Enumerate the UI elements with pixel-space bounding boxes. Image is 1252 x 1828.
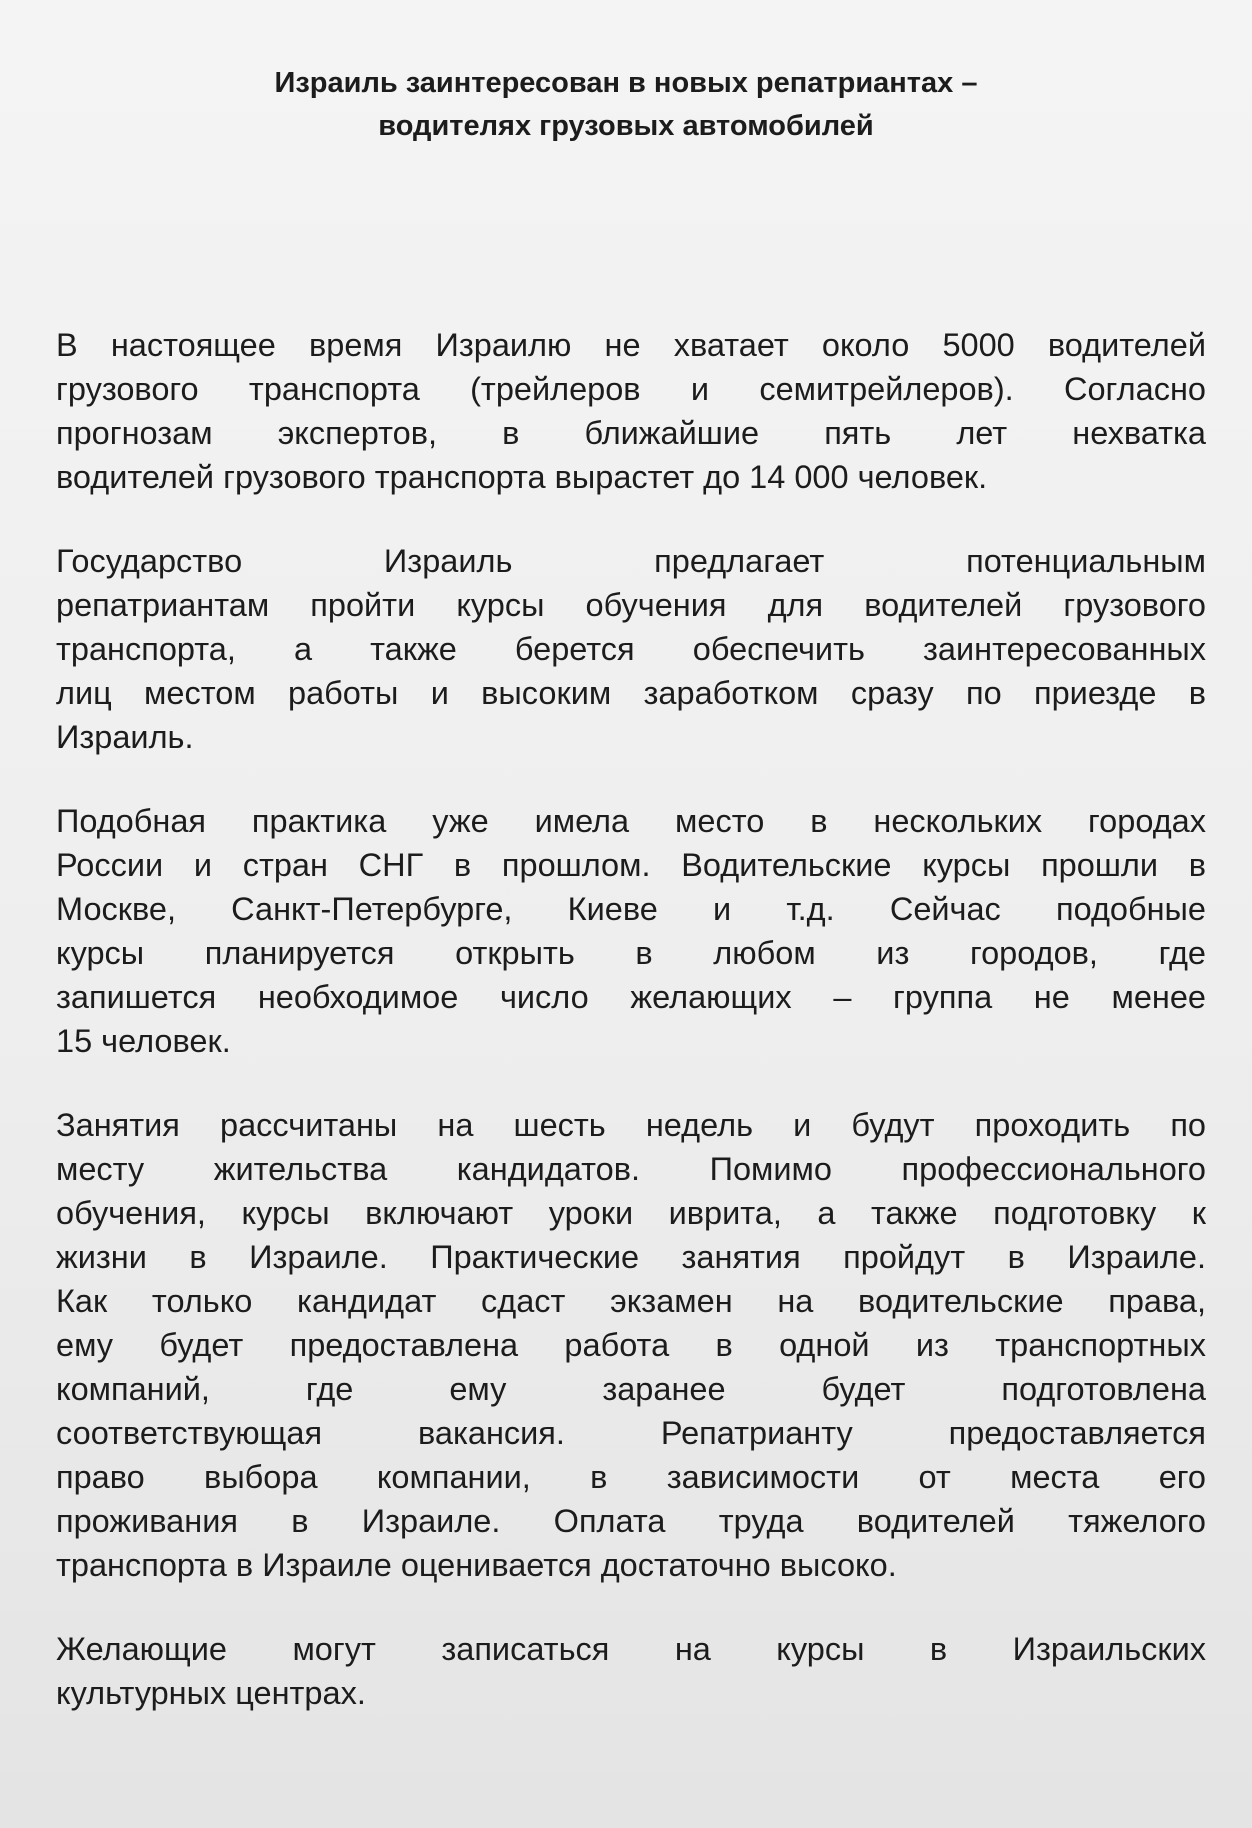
text-line: Москве, Санкт-Петербурге, Киеве и т.д. Сейчас подобные xyxy=(56,891,1206,927)
paragraph-2 xyxy=(56,539,1206,759)
text-line: лиц местом работы и высоким заработком сразу по приезде в xyxy=(56,675,1206,711)
text-line: Как только кандидат сдаст экзамен на водительские права, xyxy=(56,1283,1206,1319)
text-line: жизни в Израиле. Практические занятия пройдут в Израиле. xyxy=(56,1239,1206,1275)
text-line: репатриантам пройти курсы обучения для водителей грузового xyxy=(56,587,1206,623)
text-line: Подобная практика уже имела место в нескольких городах xyxy=(56,803,1206,839)
text-line: проживания в Израиле. Оплата труда водителей тяжелого xyxy=(56,1503,1206,1539)
text-line: В настоящее время Израилю не хватает около 5000 водителей xyxy=(56,327,1206,363)
text-line: право выбора компании, в зависимости от места его xyxy=(56,1459,1206,1495)
text-line: культурных центрах. xyxy=(56,1675,366,1711)
text-line: Занятия рассчитаны на шесть недель и будут проходить по xyxy=(56,1107,1206,1143)
text-line: 15 человек. xyxy=(56,1023,231,1059)
title-line: Израиль заинтересован в новых репатриантах – xyxy=(274,67,978,99)
paragraph-4 xyxy=(56,1103,1206,1587)
text-line: Государство Израиль предлагает потенциальным xyxy=(56,543,1206,579)
text-line: соответствующая вакансия. Репатрианту предоставляется xyxy=(56,1415,1206,1451)
paragraph-3 xyxy=(56,799,1206,1063)
text-line: Желающие могут записаться на курсы в Израильских xyxy=(56,1631,1206,1667)
text-line: транспорта, а также берется обеспечить заинтересованных xyxy=(56,631,1206,667)
paragraph-5 xyxy=(56,1627,1206,1715)
text-line: ему будет предоставлена работа в одной из транспортных xyxy=(56,1327,1206,1363)
text-line: транспорта в Израиле оценивается достаточно высоко. xyxy=(56,1547,897,1583)
text-line: месту жительства кандидатов. Помимо профессионального xyxy=(56,1151,1206,1187)
text-line: прогнозам экспертов, в ближайшие пять лет нехватка xyxy=(56,415,1206,451)
text-line: водителей грузового транспорта вырастет до 14 000 человек. xyxy=(56,459,988,495)
text-line: России и стран СНГ в прошлом. Водительские курсы прошли в xyxy=(56,847,1206,883)
text-line: грузового транспорта (трейлеров и семитрейлеров). Согласно xyxy=(56,371,1206,407)
text-line: компаний, где ему заранее будет подготовлена xyxy=(56,1371,1206,1407)
document-body xyxy=(56,323,1206,1755)
paragraph-1 xyxy=(56,323,1206,499)
text-line: Израиль. xyxy=(56,719,194,755)
title-line: водителях грузовых автомобилей xyxy=(378,110,874,142)
text-line: обучения, курсы включают уроки иврита, а также подготовку к xyxy=(56,1195,1206,1231)
text-line: курсы планируется открыть в любом из городов, где xyxy=(56,935,1206,971)
text-line: запишется необходимое число желающих – группа не менее xyxy=(56,979,1206,1015)
document-title xyxy=(100,62,1152,148)
